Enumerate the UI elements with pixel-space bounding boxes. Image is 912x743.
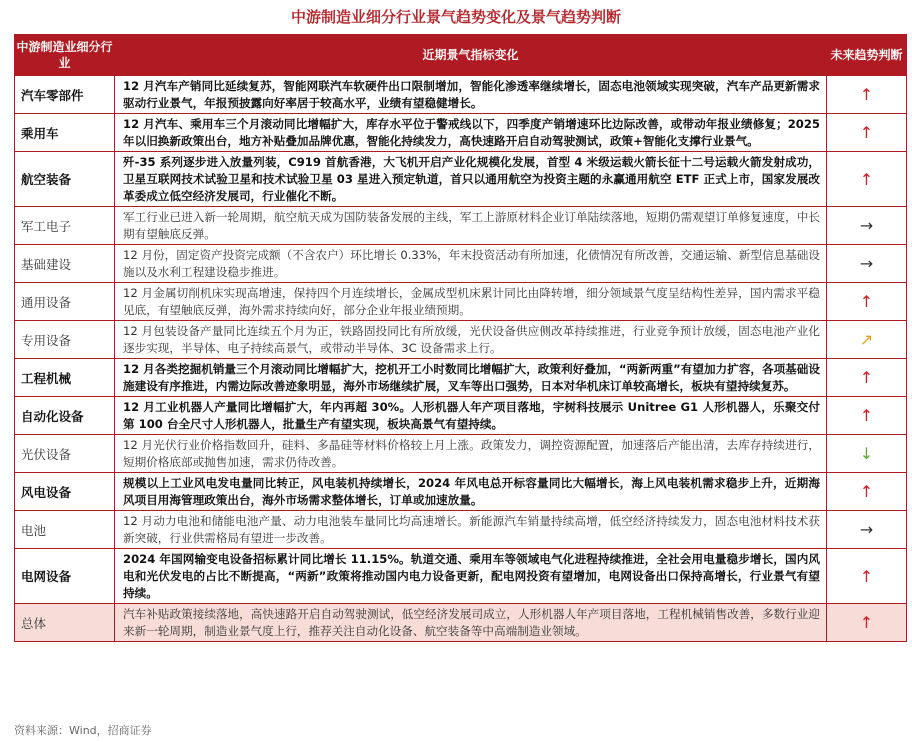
indicator-change-text: 汽车补贴政策接续落地，高快速路开启自动驾驶测试，低空经济发展司成立，人形机器人年产项目落地，工程机械销售改善，多数行业迎来新一轮周期，制造业景气度上行，推荐关注自动化设备、航空装备等中高端制造业领域。 [115,604,827,642]
trend-cell [827,207,907,245]
table-row [15,511,907,549]
up-arrow-icon: ↑ [859,169,874,189]
sector-name: 专用设备 [15,321,115,359]
indicator-change-text: 12 月光伏行业价格指数回升，硅料、多晶硅等材料价格较上月上涨。政策发力，调控资源配置，加速落后产能出清，去库存持续进行，短期价格底部或抛售加速，需求仍待改善。 [115,435,827,473]
trend-cell [827,435,907,473]
table-row [15,76,907,114]
sector-name: 电网设备 [15,549,115,604]
up-arrow-icon: ↑ [859,368,874,387]
indicator-change-text: 歼-35 系列逐步进入放量列装，C919 首航香港，大飞机开启产业化规模化发展，首型 4 米级运载火箭长征十二号运载火箭发射成功，卫星互联网技术试验卫星和技术试验卫星 03 星进入预定轨道，首只以通用航空为投资主题的永赢通用航空 ETF 正式上市，国家发展改革委成立低空经济发展司，行业催化不断。 [115,152,827,207]
table-row [15,283,907,321]
trend-cell [827,114,907,152]
table-row [15,604,907,642]
table-row [15,473,907,511]
up-arrow-icon: ↑ [859,482,874,501]
trend-cell [827,76,907,114]
header-trend: 未来趋势判断 [827,35,907,76]
sector-name: 航空装备 [15,152,115,207]
indicator-change-text: 12 月份，固定资产投资完成额（不含农户）环比增长 0.33%，年末投资活动有所加速，化债情况有所改善，交通运输、新型信息基础设施以及水利工程建设稳步推进。 [115,245,827,283]
sector-name: 基础建设 [15,245,115,283]
trend-cell [827,245,907,283]
table-row [15,207,907,245]
trend-table [14,34,907,642]
trend-cell [827,397,907,435]
table-row [15,397,907,435]
source-note: 资料来源：Wind，招商证券 [14,724,152,737]
sector-name: 总体 [15,604,115,642]
right-arrow-icon: → [859,216,874,235]
header-change: 近期景气指标变化 [115,35,827,76]
up-arrow-icon: ↑ [859,123,874,142]
trend-cell [827,473,907,511]
table-row [15,359,907,397]
trend-cell [827,604,907,642]
trend-cell [827,511,907,549]
sector-name: 乘用车 [15,114,115,152]
up-arrow-icon: ↑ [859,406,874,425]
sector-name: 汽车零部件 [15,76,115,114]
down-arrow-icon: ↓ [859,444,874,463]
indicator-change-text: 12 月汽车、乘用车三个月滚动同比增幅扩大，库存水平位于警戒线以下，四季度产销增速环比边际改善，或带动年报业绩修复；2025 年以旧换新政策出台，地方补贴叠加品牌优惠，智能化持续发力，高快速路开启自动驾驶测试，政策+智能化支撑行业景气。 [115,114,827,152]
indicator-change-text: 规模以上工业风电发电量同比转正，风电装机持续增长，2024 年风电总开标容量同比大幅增长，海上风电装机需求稳步上升，近期海风项目用海管理政策出台，海外市场需求整体增长，订单或加速放量。 [115,473,827,511]
right-arrow-icon: → [859,254,874,273]
page-title: 中游制造业细分行业景气趋势变化及景气趋势判断 [290,8,621,26]
up-arrow-icon: ↑ [859,292,874,311]
table-row [15,435,907,473]
table-row [15,549,907,604]
up-arrow-icon: ↑ [859,85,874,104]
trend-cell [827,321,907,359]
up-arrow-icon: ↑ [859,566,874,586]
indicator-change-text: 12 月包装设备产量同比连续五个月为正，铁路固投同比有所放缓，光伏设备供应侧改革持续推进，行业竞争预计放缓，固态电池产业化逐步实现，半导体、电子持续高景气，或带动半导体、3C 设备需求上行。 [115,321,827,359]
sector-name: 自动化设备 [15,397,115,435]
trend-cell [827,283,907,321]
table-row [15,114,907,152]
sector-name: 工程机械 [15,359,115,397]
indicator-change-text: 12 月各类挖掘机销量三个月滚动同比增幅扩大，挖机开工小时数同比增幅扩大，政策利好叠加，“两新两重”有望加力扩容，各项基础设施建设有序推进，内需边际改善迹象明显，海外市场继续扩展，叉车等出口强势，日本对华机床订单较高增长，板块有望持续复苏。 [115,359,827,397]
up-arrow-icon: ↑ [859,613,874,632]
header-sector: 中游制造业细分行业 [15,35,115,76]
indicator-change-text: 2024 年国网输变电设备招标累计同比增长 11.15%。轨道交通、乘用车等领域电气化进程持续推进，全社会用电量稳步增长，国内风电和光伏发电的占比不断提高，“两新”政策将推动国内电力设备更新，配电网投资有望增加，电网设备出口保持高增长，行业景气有望持续。 [115,549,827,604]
trend-cell [827,359,907,397]
indicator-change-text: 12 月金属切削机床实现高增速，保持四个月连续增长，金属成型机床累计同比由降转增，细分领域景气度呈结构性差异，国内需求平稳见底，有望触底反弹，海外需求持续向好，部分企业年报业绩预期。 [115,283,827,321]
sector-name: 通用设备 [15,283,115,321]
table-row [15,245,907,283]
trend-cell [827,549,907,604]
indicator-change-text: 军工行业已进入新一轮周期，航空航天成为国防装备发展的主线，军工上游原材料企业订单陆续落地，短期仍需观望订单修复速度，中长期有望触底反弹。 [115,207,827,245]
sector-name: 军工电子 [15,207,115,245]
indicator-change-text: 12 月动力电池和储能电池产量、动力电池装车量同比均高速增长。新能源汽车销量持续高增，低空经济持续发力，固态电池材料技术获新突破，行业供需格局有望进一步改善。 [115,511,827,549]
up-right-arrow-icon: ↗ [859,330,874,349]
indicator-change-text: 12 月工业机器人产量同比增幅扩大，年内再超 30%。人形机器人年产项目落地，宇树科技展示 Unitree G1 人形机器人，乐聚交付第 100 台全尺寸人形机器人，批量生产有望实现，板块高景气有望持续。 [115,397,827,435]
trend-cell [827,152,907,207]
sector-name: 电池 [15,511,115,549]
right-arrow-icon: → [859,520,874,539]
table-row [15,152,907,207]
sector-name: 风电设备 [15,473,115,511]
table-header-row [15,35,907,76]
indicator-change-text: 12 月汽车产销同比延续复苏，智能网联汽车软硬件出口限制增加，智能化渗透率继续增长，固态电池领域实现突破，汽车产品更新需求驱动行业景气，年报预披露向好率居于较高水平，业绩有望稳健增长。 [115,76,827,114]
sector-name: 光伏设备 [15,435,115,473]
table-row [15,321,907,359]
